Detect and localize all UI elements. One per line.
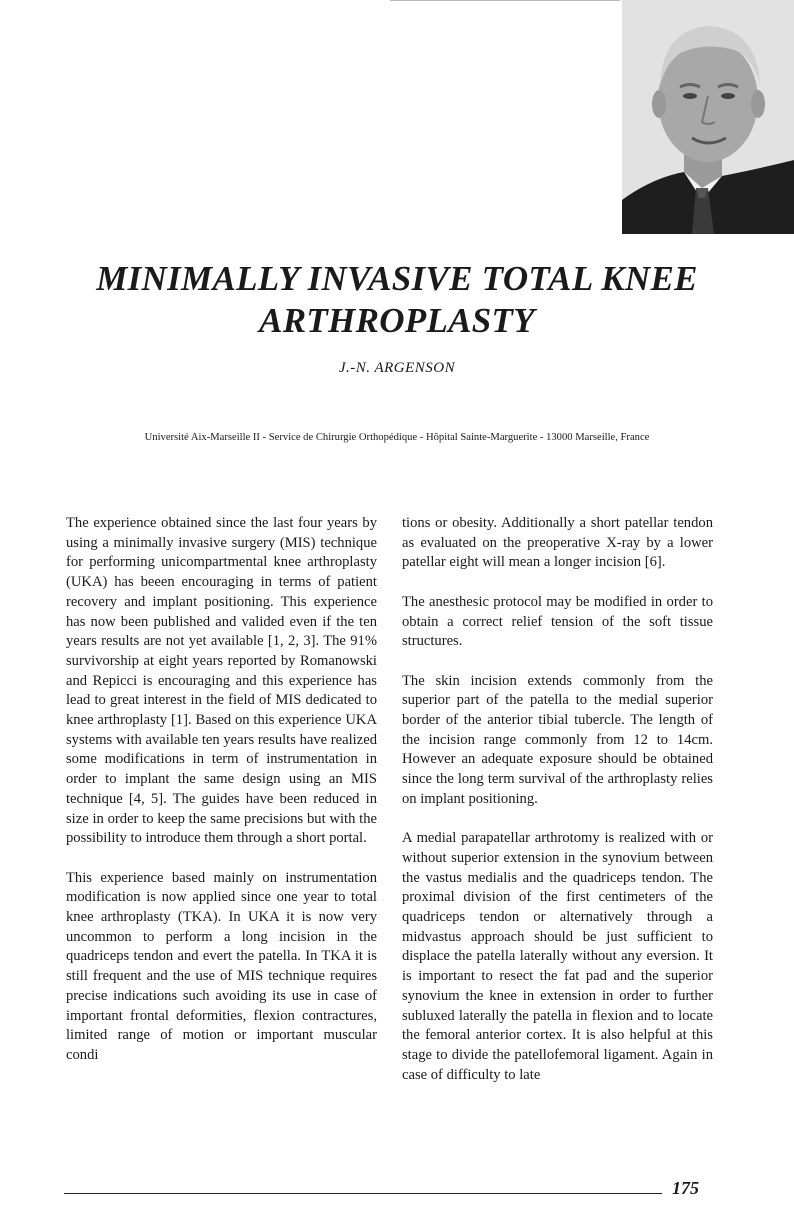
paragraph: tions or obesity. Additionally a short patellar tendon as evaluated on the preoperative X-ray by a lower patellar eight will mean a longer incision [6].: [402, 515, 713, 571]
title-line-2: ARTHROPLASTY: [259, 301, 535, 340]
right-column: [402, 514, 713, 1085]
paragraph: The anesthesic protocol may be modified in order to obtain a correct relief tension of the soft tissue structures.: [402, 593, 713, 650]
paragraph: The experience obtained since the last four years by using a minimally invasive surgery (MIS) technique for performing unicompartmental knee arthroplasty (UKA) has beeen encouraging in terms of patient recovery and implant positioning. This experience has now been published and valided even if the ten years results are not yet available [1, 2, 3]. The 91% survivorship at eight years reported by Romanowski and Repicci is encouraging and this experience has lead to great interest in the field of MIS dedicated to knee arthroplasty [1]. Based on this experience UKA systems with available ten years results have realized some modifications in term of instrumentation in order to implant the same design using an MIS technique [4, 5]. The guides have been reduced in size in order to keep the same precisions but with the possibility to introduce them through a short portal.: [66, 515, 377, 847]
affiliation: Université Aix-Marseille II - Service de Chirurgie Orthopédique - Hôpital Sainte-Marguerite - 13000 Marseille, France: [144, 432, 650, 443]
footer-rule: [64, 1193, 662, 1194]
paragraph: A medial parapatellar arthrotomy is realized with or without superior extension in the synovium between the vastus medialis and the quadriceps tendon. The proximal division of the first centimeters of the quadriceps tendon or alternatively through a midvastus approach should be just sufficient to displace the patella laterally without any eversion. It is important to resect the fat pad and the superior synovium the knee in extension in order to further subluxed laterally the patella in flexion and to locate the femoral anterior cortex. It is also helpful at this stage to divide the patellofemoral ligament. Again in case of difficulty to late: [402, 830, 713, 1083]
paragraph: This experience based mainly on instrumentation modification is now applied since one year to total knee arthroplasty (TKA). In UKA it is now very uncommon to perform a long incision in the quadriceps tendon and evert the patella. In TKA it is still frequent and the use of MIS technique requires precise indications such avoiding its use in case of important frontal deformities, flexion contractures, limited range of motion or important muscular condi: [66, 869, 377, 1063]
title-line-1: MINIMALLY INVASIVE TOTAL KNEE: [96, 259, 698, 298]
article-title: [0, 258, 794, 342]
top-rule: [390, 0, 620, 1]
author-name: J.-N. ARGENSON: [338, 360, 456, 376]
author-photo: [622, 0, 794, 234]
paragraph: The skin incision extends commonly from the superior part of the patella to the medial superior border of the anterior tibial tubercle. The length of the incision range commonly from 12 to 14cm. However an adequate exposure should be obtained since the long term survival of the arthroplasty relies on implant positioning.: [402, 672, 713, 807]
page-number: 175: [672, 1178, 699, 1198]
left-column: [66, 514, 377, 1066]
